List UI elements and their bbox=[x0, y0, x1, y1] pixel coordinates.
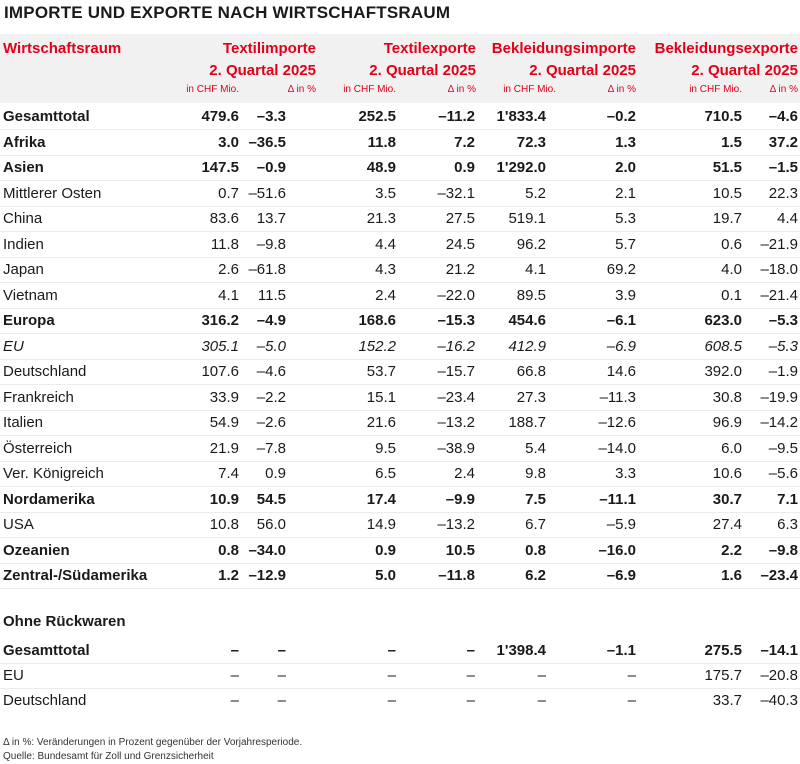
cell-change: 11.5 bbox=[257, 286, 286, 304]
cell-value: – bbox=[230, 667, 239, 684]
cell-change: 21.2 bbox=[445, 261, 475, 278]
row-label: EU bbox=[3, 337, 24, 355]
cell-change: – bbox=[277, 692, 286, 709]
footnote-source: Quelle: Bundesamt für Zoll und Grenzsicherheit bbox=[3, 751, 214, 762]
table-row bbox=[0, 563, 800, 589]
cell-value: 96.9 bbox=[712, 414, 742, 431]
cell-change: 0.9 bbox=[265, 465, 286, 482]
cell-value: 519.1 bbox=[508, 210, 546, 227]
cell-value: 21.6 bbox=[366, 414, 396, 431]
table-row bbox=[0, 308, 800, 334]
cell-change: –23.4 bbox=[760, 567, 798, 584]
cell-value: 168.6 bbox=[358, 312, 396, 329]
cell-value: 51.5 bbox=[712, 159, 742, 176]
cell-change: –9.5 bbox=[768, 439, 798, 457]
cell-value: 6.5 bbox=[375, 465, 396, 482]
cell-change: –16.2 bbox=[437, 337, 475, 355]
cell-value: 10.5 bbox=[712, 184, 742, 202]
cell-change: –2.2 bbox=[256, 388, 286, 406]
cell-value: 11.8 bbox=[367, 133, 396, 151]
cell-change: 10.5 bbox=[445, 541, 475, 559]
cell-value: 4.1 bbox=[218, 286, 239, 304]
cell-change: 5.7 bbox=[615, 235, 636, 253]
cell-value: 7.5 bbox=[525, 490, 546, 508]
cell-change: – bbox=[627, 692, 636, 709]
row-label: Österreich bbox=[3, 439, 73, 457]
cell-value: 412.9 bbox=[508, 337, 546, 355]
cell-value: 10.9 bbox=[209, 490, 239, 508]
cell-change: 7.2 bbox=[454, 133, 475, 151]
row-label: China bbox=[3, 210, 43, 227]
cell-value: 4.1 bbox=[525, 261, 546, 278]
cell-change: 54.5 bbox=[256, 490, 286, 508]
cell-change: 37.2 bbox=[768, 133, 798, 151]
table-row bbox=[0, 104, 800, 130]
cell-value: 6.0 bbox=[721, 439, 742, 457]
cell-change: –36.5 bbox=[248, 133, 286, 151]
cell-change: –12.6 bbox=[598, 414, 636, 431]
row-label: Europa bbox=[3, 312, 55, 329]
unit-label-value: in CHF Mio. bbox=[343, 84, 396, 95]
cell-change: 6.3 bbox=[777, 516, 798, 533]
cell-change: –34.0 bbox=[248, 541, 286, 559]
page-title: IMPORTE UND EXPORTE NACH WIRTSCHAFTSRAUM bbox=[4, 3, 451, 22]
cell-value: 1'398.4 bbox=[496, 642, 546, 659]
row-label: Italien bbox=[3, 414, 44, 431]
cell-value: 66.8 bbox=[516, 363, 546, 380]
cell-change: –9.9 bbox=[445, 490, 475, 508]
table-row bbox=[0, 155, 800, 181]
cell-value: 89.5 bbox=[516, 286, 546, 304]
row-label: Deutschland bbox=[3, 363, 87, 380]
cell-change: 13.7 bbox=[256, 210, 286, 227]
cell-change: –21.9 bbox=[760, 235, 798, 253]
cell-value: 27.4 bbox=[712, 516, 742, 533]
cell-value: 48.9 bbox=[366, 159, 396, 176]
cell-change: –32.1 bbox=[437, 184, 475, 202]
cell-value: 5.2 bbox=[525, 184, 546, 202]
cell-change: –5.3 bbox=[768, 312, 798, 329]
cell-value: 5.4 bbox=[525, 439, 546, 457]
cell-change: –61.8 bbox=[248, 261, 286, 278]
cell-change: –5.6 bbox=[768, 465, 798, 482]
cell-value: – bbox=[387, 692, 396, 709]
table-row bbox=[0, 436, 800, 462]
cell-value: – bbox=[230, 692, 239, 709]
cell-value: 710.5 bbox=[704, 108, 742, 125]
cell-value: 1'292.0 bbox=[496, 159, 546, 176]
cell-change: 24.5 bbox=[445, 235, 475, 253]
cell-change: – bbox=[277, 667, 286, 684]
table-row bbox=[0, 257, 800, 283]
cell-change: –19.9 bbox=[760, 388, 798, 406]
unit-label-value: in CHF Mio. bbox=[689, 84, 742, 95]
cell-change: 2.1 bbox=[615, 184, 636, 202]
cell-value: 0.7 bbox=[218, 184, 239, 202]
cell-change: –21.4 bbox=[760, 286, 798, 304]
cell-change: –13.2 bbox=[437, 414, 475, 431]
row-label: Gesamttotal bbox=[3, 108, 90, 125]
cell-value: 316.2 bbox=[201, 312, 239, 329]
row-label: Nordamerika bbox=[3, 490, 95, 508]
cell-change: –7.8 bbox=[256, 439, 286, 457]
row-label: Afrika bbox=[3, 133, 46, 151]
cell-value: 5.0 bbox=[375, 567, 396, 584]
row-label: USA bbox=[3, 516, 34, 533]
cell-change: 2.4 bbox=[454, 465, 475, 482]
cell-change: –1.9 bbox=[768, 363, 798, 380]
unit-label-change: Δ in % bbox=[447, 84, 476, 95]
cell-change: 27.5 bbox=[445, 210, 475, 227]
cell-value: 21.3 bbox=[366, 210, 396, 227]
cell-value: 2.2 bbox=[721, 541, 742, 559]
table-row bbox=[0, 512, 800, 538]
cell-value: 21.9 bbox=[209, 439, 239, 457]
cell-change: 5.3 bbox=[615, 210, 636, 227]
cell-value: 10.8 bbox=[209, 516, 239, 533]
cell-change: 3.9 bbox=[615, 286, 636, 304]
cell-value: 83.6 bbox=[209, 210, 239, 227]
cell-change: –9.8 bbox=[768, 541, 798, 559]
cell-change: –0.9 bbox=[256, 159, 286, 176]
cell-value: 0.8 bbox=[525, 541, 546, 559]
cell-value: 0.8 bbox=[218, 541, 239, 559]
cell-value: – bbox=[537, 692, 546, 709]
cell-change: 2.0 bbox=[615, 159, 636, 176]
cell-change: –13.2 bbox=[437, 516, 475, 533]
row-label: EU bbox=[3, 667, 24, 684]
section-title: Ohne Rückwaren bbox=[3, 613, 126, 630]
cell-change: –14.2 bbox=[760, 414, 798, 431]
cell-value: 107.6 bbox=[201, 363, 239, 380]
column-header-region: Wirtschaftsraum bbox=[3, 40, 122, 57]
cell-change: –2.6 bbox=[256, 414, 286, 431]
cell-value: 608.5 bbox=[704, 337, 742, 355]
column-header-textilimporte: Textilimporte 2. Quartal 2025 bbox=[209, 40, 316, 79]
cell-change: 4.4 bbox=[777, 210, 798, 227]
cell-value: 11.8 bbox=[210, 235, 239, 253]
cell-value: 188.7 bbox=[508, 414, 546, 431]
footnote-delta: Δ in %: Veränderungen in Prozent gegenüber der Vorjahresperiode. bbox=[3, 737, 303, 748]
column-header-bekleidungsimporte: Bekleidungsimporte 2. Quartal 2025 bbox=[491, 40, 636, 79]
cell-value: – bbox=[387, 667, 396, 684]
cell-value: 479.6 bbox=[201, 108, 239, 125]
cell-change: –38.9 bbox=[437, 439, 475, 457]
table-row bbox=[0, 130, 800, 156]
cell-value: 2.4 bbox=[375, 286, 396, 304]
row-label: Zentral-/Südamerika bbox=[3, 567, 148, 584]
row-label: Mittlerer Osten bbox=[3, 184, 102, 202]
table-row bbox=[0, 410, 800, 436]
cell-value: 0.9 bbox=[375, 541, 396, 559]
cell-change: –4.6 bbox=[256, 363, 286, 380]
table-row bbox=[0, 461, 800, 487]
cell-change: –6.1 bbox=[606, 312, 636, 329]
cell-value: 305.1 bbox=[201, 337, 239, 355]
cell-value: 4.3 bbox=[375, 261, 396, 278]
cell-change: – bbox=[627, 667, 636, 684]
cell-value: 2.6 bbox=[218, 261, 239, 278]
cell-change: – bbox=[466, 692, 475, 709]
cell-value: 33.7 bbox=[712, 692, 742, 709]
cell-value: 454.6 bbox=[508, 312, 546, 329]
cell-value: – bbox=[537, 667, 546, 684]
cell-value: 14.9 bbox=[366, 516, 396, 533]
cell-value: 72.3 bbox=[516, 133, 546, 151]
table-row bbox=[0, 538, 800, 564]
cell-change: –51.6 bbox=[248, 184, 286, 202]
cell-change: –20.8 bbox=[760, 667, 798, 684]
row-label: Asien bbox=[3, 159, 44, 176]
cell-value: 54.9 bbox=[209, 414, 239, 431]
cell-value: 623.0 bbox=[704, 312, 742, 329]
table-row bbox=[0, 487, 800, 513]
cell-change: –5.9 bbox=[606, 516, 636, 533]
cell-value: 3.5 bbox=[375, 184, 396, 202]
table-row bbox=[0, 283, 800, 309]
cell-change: – bbox=[466, 667, 475, 684]
table-row bbox=[0, 663, 800, 689]
cell-change: –6.9 bbox=[606, 337, 636, 355]
unit-label-change: Δ in % bbox=[287, 84, 316, 95]
cell-value: 30.7 bbox=[712, 490, 742, 508]
row-label: Deutschland bbox=[3, 692, 87, 709]
cell-value: 0.1 bbox=[721, 286, 742, 304]
cell-change: –6.9 bbox=[606, 567, 636, 584]
cell-value: 252.5 bbox=[358, 108, 396, 125]
row-label: Japan bbox=[3, 261, 44, 278]
cell-change: 3.3 bbox=[615, 465, 636, 482]
cell-change: 22.3 bbox=[768, 184, 798, 202]
cell-value: 275.5 bbox=[704, 642, 742, 659]
unit-label-change: Δ in % bbox=[607, 84, 636, 95]
table-row bbox=[0, 181, 800, 207]
cell-value: 4.0 bbox=[721, 261, 742, 278]
cell-change: –11.3 bbox=[599, 388, 636, 406]
cell-value: 392.0 bbox=[704, 363, 742, 380]
table-row bbox=[0, 232, 800, 258]
cell-value: 147.5 bbox=[201, 159, 239, 176]
cell-change: –11.2 bbox=[438, 108, 475, 125]
cell-value: 3.0 bbox=[218, 133, 239, 151]
table-row bbox=[0, 385, 800, 411]
cell-change: –40.3 bbox=[760, 692, 798, 709]
unit-label-value: in CHF Mio. bbox=[186, 84, 239, 95]
cell-change: –22.0 bbox=[437, 286, 475, 304]
cell-change: –3.3 bbox=[256, 108, 286, 125]
cell-change: – bbox=[277, 642, 286, 659]
cell-value: 33.9 bbox=[209, 388, 239, 406]
table-row bbox=[0, 206, 800, 232]
cell-change: 56.0 bbox=[256, 516, 286, 533]
row-label: Indien bbox=[3, 235, 44, 253]
cell-change: 14.6 bbox=[606, 363, 636, 380]
cell-change: –16.0 bbox=[598, 541, 636, 559]
cell-change: –23.4 bbox=[437, 388, 475, 406]
cell-value: 10.6 bbox=[712, 465, 742, 482]
cell-change: 1.3 bbox=[615, 133, 636, 151]
cell-change: –15.3 bbox=[437, 312, 475, 329]
cell-change: –14.1 bbox=[760, 642, 798, 659]
row-label: Ozeanien bbox=[3, 541, 70, 559]
cell-change: –1.1 bbox=[606, 642, 636, 659]
cell-change: –15.7 bbox=[437, 363, 475, 380]
cell-value: 1.2 bbox=[218, 567, 239, 584]
row-label: Vietnam bbox=[3, 286, 58, 304]
table-row bbox=[0, 638, 800, 664]
cell-change: 0.9 bbox=[454, 159, 475, 176]
cell-value: 30.8 bbox=[712, 388, 742, 406]
cell-value: 7.4 bbox=[218, 465, 239, 482]
cell-value: 6.2 bbox=[525, 567, 546, 584]
cell-value: 1'833.4 bbox=[496, 108, 546, 125]
cell-value: 27.3 bbox=[516, 388, 546, 406]
cell-value: – bbox=[230, 642, 239, 659]
cell-value: 19.7 bbox=[712, 210, 742, 227]
cell-change: –18.0 bbox=[760, 261, 798, 278]
cell-change: 7.1 bbox=[777, 490, 798, 508]
table-row bbox=[0, 359, 800, 385]
cell-change: –1.5 bbox=[768, 159, 798, 176]
cell-value: 9.8 bbox=[525, 465, 546, 482]
cell-change: –0.2 bbox=[606, 108, 636, 125]
cell-value: 1.5 bbox=[721, 133, 742, 151]
column-header-textilexporte: Textilexporte 2. Quartal 2025 bbox=[369, 40, 476, 79]
unit-label-change: Δ in % bbox=[769, 84, 798, 95]
cell-value: 4.4 bbox=[375, 235, 396, 253]
cell-change: –11.8 bbox=[438, 567, 475, 584]
cell-value: 53.7 bbox=[366, 363, 396, 380]
cell-change: –5.3 bbox=[768, 337, 798, 355]
cell-change: –12.9 bbox=[248, 567, 286, 584]
row-label: Frankreich bbox=[3, 388, 74, 406]
cell-change: –4.9 bbox=[256, 312, 286, 329]
cell-value: 6.7 bbox=[525, 516, 546, 533]
cell-change: – bbox=[466, 642, 475, 659]
cell-value: 15.1 bbox=[366, 388, 396, 406]
cell-change: 69.2 bbox=[606, 261, 636, 278]
cell-change: –5.0 bbox=[256, 337, 286, 355]
cell-value: 96.2 bbox=[516, 235, 546, 253]
unit-label-value: in CHF Mio. bbox=[503, 84, 556, 95]
table-row bbox=[0, 334, 800, 360]
row-label: Gesamttotal bbox=[3, 642, 90, 659]
cell-value: 175.7 bbox=[704, 667, 742, 684]
cell-change: –14.0 bbox=[598, 439, 636, 457]
column-header-bekleidungsexporte: Bekleidungsexporte 2. Quartal 2025 bbox=[654, 40, 798, 79]
cell-value: 152.2 bbox=[358, 337, 396, 355]
table-row bbox=[0, 688, 800, 713]
cell-value: – bbox=[387, 642, 396, 659]
cell-value: 0.6 bbox=[721, 235, 742, 253]
cell-value: 1.6 bbox=[721, 567, 742, 584]
cell-value: 17.4 bbox=[366, 490, 396, 508]
cell-change: –4.6 bbox=[768, 108, 798, 125]
row-label: Ver. Königreich bbox=[3, 465, 104, 482]
cell-change: –11.1 bbox=[599, 490, 636, 508]
cell-change: –9.8 bbox=[256, 235, 286, 253]
cell-value: 9.5 bbox=[375, 439, 396, 457]
